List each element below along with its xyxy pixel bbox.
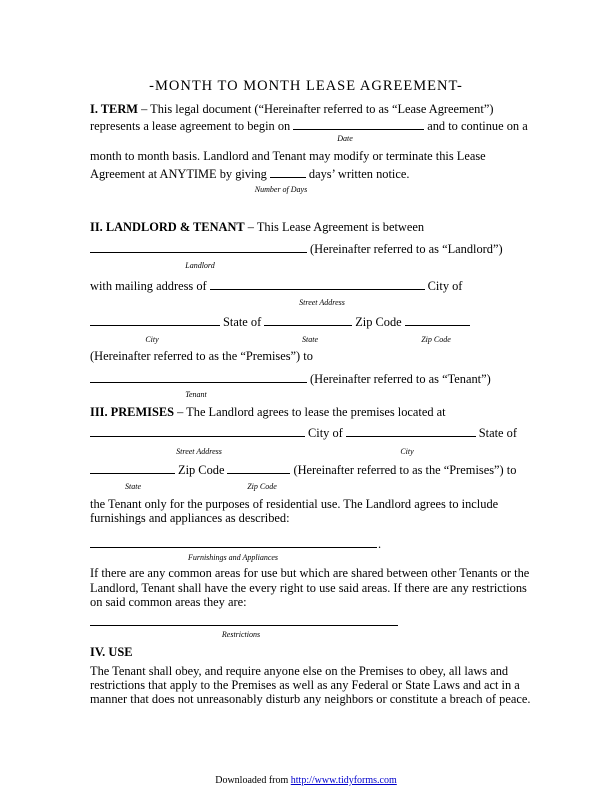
mailing-address-text: with mailing address of: [90, 279, 207, 293]
tenant-name-blank[interactable]: [90, 370, 307, 383]
furnishings-line: [90, 535, 381, 552]
use-para-line-1: The Tenant shall obey, and require anyone else on the Premises to obey, all laws and: [90, 664, 509, 678]
use-section-heading: IV. USE: [90, 645, 133, 659]
landlord-name-blank[interactable]: [90, 240, 307, 253]
landlord-field-label: Landlord: [185, 261, 215, 270]
footer-prefix-text: Downloaded from: [215, 775, 291, 786]
premises-para2-line-3: on said common areas they are:: [90, 595, 247, 609]
premises-city-of-text: City of: [308, 426, 343, 440]
premises-para2-line-1: If there are any common areas for use but which are shared between other Tenants or the: [90, 566, 530, 580]
premises-section-heading: III. PREMISES: [90, 405, 175, 419]
notice-days-blank[interactable]: [270, 165, 306, 178]
premises-ref-line: (Hereinafter referred to as the “Premises”) to: [90, 349, 313, 363]
landlord-street-address-label: Street Address: [299, 298, 345, 307]
premises-zip-label: Zip Code: [247, 482, 277, 491]
restrictions-label: Restrictions: [221, 630, 261, 639]
landlord-name-line: [90, 240, 503, 257]
tenant-ref-text: (Hereinafter referred to as “Tenant”): [310, 372, 491, 386]
begin-on-text: represents a lease agreement to begin on: [90, 119, 291, 133]
premises-para1-line-2: furnishings and appliances as described:: [90, 511, 290, 525]
landlord-ref-text: (Hereinafter referred to as “Landlord”): [310, 242, 503, 256]
date-field-label: Date: [337, 134, 353, 143]
landlord-tenant-line-1: [90, 220, 424, 235]
premises-state-blank[interactable]: [90, 461, 175, 474]
premises-city-blank[interactable]: [346, 424, 476, 437]
tenant-name-line: [90, 370, 491, 387]
landlord-zip-blank[interactable]: [405, 313, 470, 326]
term-section-heading: I. TERM: [90, 102, 138, 116]
footer-link[interactable]: http://www.tidyforms.com: [290, 775, 397, 786]
premises-line-1-text: – The Landlord agrees to lease the premises located at: [174, 405, 446, 419]
term-line-4: [90, 165, 409, 182]
use-para-line-2: restrictions that apply to the Premises as well as any Federal or State Laws and act in a: [90, 678, 520, 692]
continue-on-text: and to continue on a: [427, 119, 528, 133]
landlord-state-of-text: State of: [223, 315, 262, 329]
premises-line-1: [90, 405, 446, 420]
furnishings-period: .: [378, 537, 382, 551]
furnishings-label: Furnishings and Appliances: [187, 553, 279, 562]
premises-address-line: [90, 424, 517, 441]
notice-pre-text: Agreement at ANYTIME by giving: [90, 167, 267, 181]
landlord-city-of-text: City of: [427, 279, 463, 293]
landlord-city-label: City: [145, 335, 159, 344]
landlord-zip-code-text: Zip Code: [355, 315, 402, 329]
term-line-1-text: – This legal document (“Hereinafter referred to as “Lease Agreement”): [137, 102, 494, 116]
premises-state-zip-line: [90, 461, 516, 478]
premises-para1-line-1: the Tenant only for the purposes of residential use. The Landlord agrees to include: [90, 497, 499, 511]
landlord-tenant-line-1-text: – This Lease Agreement is between: [244, 220, 425, 234]
page-footer: [0, 775, 612, 787]
premises-zip-blank[interactable]: [227, 461, 290, 474]
begin-date-blank[interactable]: [293, 117, 424, 130]
number-of-days-label: Number of Days: [254, 185, 308, 194]
premises-zip-code-text: Zip Code: [178, 463, 225, 477]
landlord-city-state-zip-line: [90, 313, 473, 330]
use-para-line-3: manner that does not unreasonably disturb any neighbors or constitute a breach of peace.: [90, 692, 531, 706]
landlord-zip-label: Zip Code: [421, 335, 451, 344]
notice-post-text: days’ written notice.: [308, 167, 410, 181]
premises-city-label: City: [400, 447, 414, 456]
restrictions-blank[interactable]: [90, 613, 398, 626]
premises-street-address-blank[interactable]: [90, 424, 305, 437]
premises-state-of-text: State of: [478, 426, 517, 440]
document-title: -MONTH TO MONTH LEASE AGREEMENT-: [149, 78, 463, 94]
landlord-state-blank[interactable]: [264, 313, 352, 326]
term-line-2: [90, 117, 528, 134]
premises-para2-line-2: Landlord, Tenant shall have the every right to use said areas. If there are any restrictions: [90, 581, 527, 595]
premises-ref-text: (Hereinafter referred to as the “Premises”) to: [293, 463, 517, 477]
term-line-3: month to month basis. Landlord and Tenant may modify or terminate this Lease: [90, 149, 486, 163]
landlord-city-blank[interactable]: [90, 313, 220, 326]
landlord-tenant-section-heading: II. LANDLORD & TENANT: [90, 220, 245, 234]
tenant-field-label: Tenant: [185, 390, 207, 399]
landlord-street-address-blank[interactable]: [210, 277, 425, 290]
landlord-state-label: State: [302, 335, 318, 344]
premises-state-label: State: [125, 482, 141, 491]
term-line-1: [90, 102, 493, 117]
mailing-address-line: [90, 277, 462, 294]
premises-street-address-label: Street Address: [176, 447, 222, 456]
restrictions-line: [90, 613, 401, 630]
furnishings-blank[interactable]: [90, 535, 377, 548]
